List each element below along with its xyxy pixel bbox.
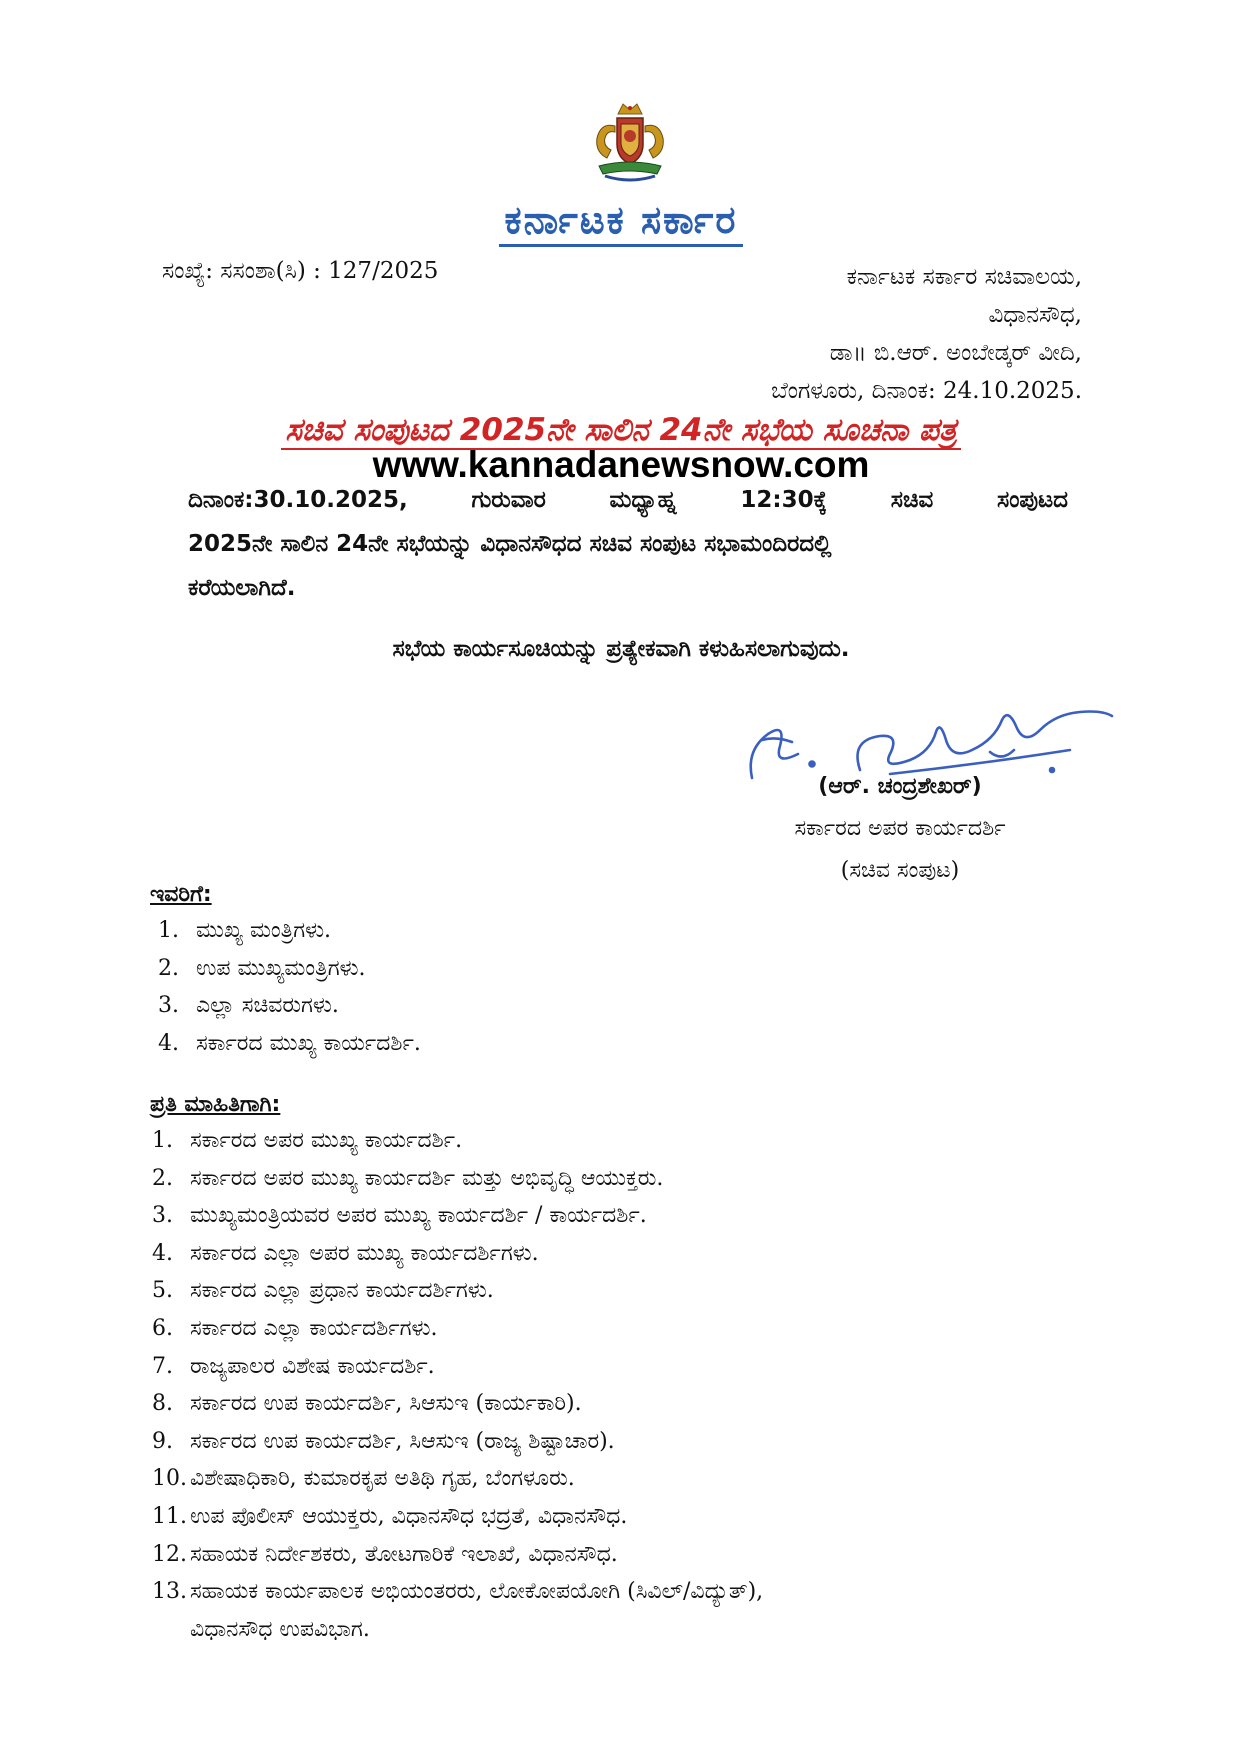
list-item: 4. ಸರ್ಕಾರದ ಮುಖ್ಯ ಕಾರ್ಯದರ್ಶಿ. — [158, 1030, 421, 1056]
karnataka-emblem-icon — [585, 100, 675, 190]
paragraph-line: ಕರೆಯಲಾಗಿದೆ. — [188, 575, 296, 601]
government-title: ಕರ್ನಾಟಕ ಸರ್ಕಾರ — [0, 198, 1242, 243]
list-item: 12. ಸಹಾಯಕ ನಿರ್ದೇಶಕರು, ತೋಟಗಾರಿಕೆ ಇಲಾಖೆ, ವಿಧಾನಸೌಧ. — [152, 1541, 618, 1567]
sender-address — [582, 258, 1082, 410]
list-item: 10. ವಿಶೇಷಾಧಿಕಾರಿ, ಕುಮಾರಕೃಪ ಅತಿಥಿ ಗೃಹ, ಬೆಂಗಳೂರು. — [152, 1466, 575, 1492]
list-item: 3. ಎಲ್ಲಾ ಸಚಿವರುಗಳು. — [158, 993, 339, 1019]
list-item: 13. ಸಹಾಯಕ ಕಾರ್ಯಪಾಲಕ ಅಭಿಯಂತರರು, ಲೋಕೋಪಯೋಗಿ (ಸಿವಿಲ್/ವಿದ್ಯುತ್), — [152, 1579, 764, 1605]
paragraph-line: ದಿನಾಂಕ:30.10.2025, ಗುರುವಾರ ಮಧ್ಯಾಹ್ನ 12:30ಕ್ಕೆ ಸಚಿವ ಸಂಪುಟದ — [188, 487, 1068, 513]
list-item: 11. ಉಪ ಪೊಲೀಸ್ ಆಯುಕ್ತರು, ವಿಧಾನಸೌಧ ಭದ್ರತೆ, ವಿಧಾನಸೌಧ. — [152, 1503, 628, 1529]
signatory-department: (ಸಚಿವ ಸಂಪುಟ) — [840, 858, 960, 883]
signatory-name: (ಆರ್. ಚಂದ್ರಶೇಖರ್) — [818, 774, 982, 799]
signatory-block — [680, 766, 1120, 892]
list-item: 3. ಮುಖ್ಯಮಂತ್ರಿಯವರ ಅಪರ ಮುಖ್ಯ ಕಾರ್ಯದರ್ಶಿ / ಕಾರ್ಯದರ್ಶಿ. — [152, 1203, 647, 1229]
website-watermark: www.kannadanewsnow.com — [372, 444, 870, 485]
list-item: 8. ಸರ್ಕಾರದ ಉಪ ಕಾರ್ಯದರ್ಶಿ, ಸಿಆಸುಇ (ಕಾರ್ಯಕಾರಿ). — [152, 1391, 582, 1417]
list-item-continuation: ವಿಧಾನಸೌಧ ಉಪವಿಭಾಗ. — [190, 1616, 370, 1642]
list-item: 5. ಸರ್ಕಾರದ ಎಲ್ಲಾ ಪ್ರಧಾನ ಕಾರ್ಯದರ್ಶಿಗಳು. — [152, 1278, 494, 1304]
copy-to-list — [152, 1122, 1112, 1648]
list-item: 2. ಉಪ ಮುಖ್ಯಮಂತ್ರಿಗಳು. — [158, 955, 366, 981]
copy-to-heading: ಪ್ರತಿ ಮಾಹಿತಿಗಾಗಿ: — [150, 1092, 281, 1117]
list-item: 1. ಮುಖ್ಯ ಮಂತ್ರಿಗಳು. — [158, 918, 332, 943]
address-line: ಕರ್ನಾಟಕ ಸರ್ಕಾರ ಸಚಿವಾಲಯ, — [846, 264, 1082, 290]
address-date-line: ಬೆಂಗಳೂರು, ದಿನಾಂಕ: 24.10.2025. — [771, 378, 1082, 404]
list-item: 2. ಸರ್ಕಾರದ ಅಪರ ಮುಖ್ಯ ಕಾರ್ಯದರ್ಶಿ ಮತ್ತು ಅಭಿವೃದ್ಧಿ ಆಯುಕ್ತರು. — [152, 1165, 664, 1191]
meeting-notice-paragraph — [188, 478, 1068, 610]
reference-number: ಸಂಖ್ಯೆ: ಸಸಂಶಾ(ಸಿ) : 127/2025 — [162, 258, 439, 284]
subject-heading: ಸಚಿವ ಸಂಪುಟದ 2025ನೇ ಸಾಲಿನ 24ನೇ ಸಭೆಯ ಸೂಚನಾ ಪತ್ರ — [0, 412, 1242, 449]
recipients-heading: ಇವರಿಗೆ: — [150, 882, 212, 907]
list-item: 1. ಸರ್ಕಾರದ ಅಪರ ಮುಖ್ಯ ಕಾರ್ಯದರ್ಶಿ. — [152, 1128, 463, 1153]
list-item: 6. ಸರ್ಕಾರದ ಎಲ್ಲಾ ಕಾರ್ಯದರ್ಶಿಗಳು. — [152, 1315, 438, 1341]
agenda-note: ಸಭೆಯ ಕಾರ್ಯಸೂಚಿಯನ್ನು ಪ್ರತ್ಯೇಕವಾಗಿ ಕಳುಹಿಸಲಾಗುವುದು. — [392, 636, 850, 662]
recipients-list — [158, 912, 1118, 1062]
list-item: 7. ರಾಜ್ಯಪಾಲರ ವಿಶೇಷ ಕಾರ್ಯದರ್ಶಿ. — [152, 1353, 435, 1379]
signatory-designation: ಸರ್ಕಾರದ ಅಪರ ಕಾರ್ಯದರ್ಶಿ — [794, 816, 1006, 841]
address-line: ಡಾ॥ ಬಿ.ಆರ್. ಅಂಬೇಡ್ಕರ್ ವೀದಿ, — [829, 340, 1082, 366]
list-item: 9. ಸರ್ಕಾರದ ಉಪ ಕಾರ್ಯದರ್ಶಿ, ಸಿಆಸುಇ (ರಾಜ್ಯ ಶಿಷ್ಟಾಚಾರ). — [152, 1428, 615, 1454]
paragraph-line: 2025ನೇ ಸಾಲಿನ 24ನೇ ಸಭೆಯನ್ನು ವಿಧಾನಸೌಧದ ಸಚಿವ ಸಂಪುಟ ಸಭಾಮಂದಿರದಲ್ಲಿ — [188, 531, 832, 557]
list-item: 4. ಸರ್ಕಾರದ ಎಲ್ಲಾ ಅಪರ ಮುಖ್ಯ ಕಾರ್ಯದರ್ಶಿಗಳು. — [152, 1240, 539, 1266]
address-line: ವಿಧಾನಸೌಧ, — [988, 302, 1082, 328]
